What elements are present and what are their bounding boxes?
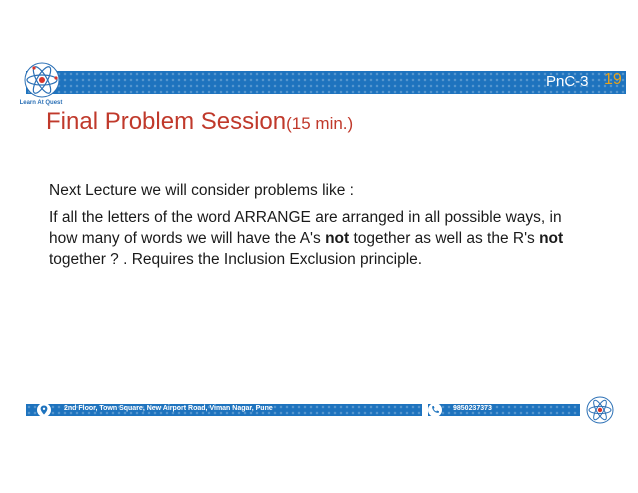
page-number: 19 <box>604 71 622 88</box>
slide-body <box>49 180 594 276</box>
footer-phone: 9850237373 <box>453 405 492 412</box>
emphasis-not-2: not <box>539 230 564 247</box>
header-bar <box>26 71 626 94</box>
footer-logo-icon <box>585 396 615 424</box>
title-duration: (15 min.) <box>286 114 354 133</box>
logo-text: Learn At Quest <box>19 100 63 106</box>
location-pin-icon <box>37 403 51 417</box>
emphasis-not-1: not <box>325 230 350 247</box>
title-main: Final Problem Session <box>46 108 287 135</box>
learn-at-quest-logo <box>12 58 70 108</box>
phone-icon <box>428 403 442 417</box>
problem-part-1: If all the letters of the word ARRANGE are arranged in all possible ways, in how many of words we will have the A's <box>49 209 562 247</box>
problem-text <box>49 207 594 270</box>
series-label: PnC-3 <box>546 73 589 90</box>
intro-text: Next Lecture we will consider problems like : <box>49 182 354 199</box>
slide-title <box>46 108 353 136</box>
footer-address: 2nd Floor, Town Square, New Airport Road, Viman Nagar, Pune <box>64 405 273 412</box>
problem-part-2: together as well as the R's <box>349 230 540 247</box>
footer-bar-right <box>428 404 580 416</box>
problem-part-3: together ? . Requires the Inclusion Exclusion principle. <box>49 251 423 268</box>
